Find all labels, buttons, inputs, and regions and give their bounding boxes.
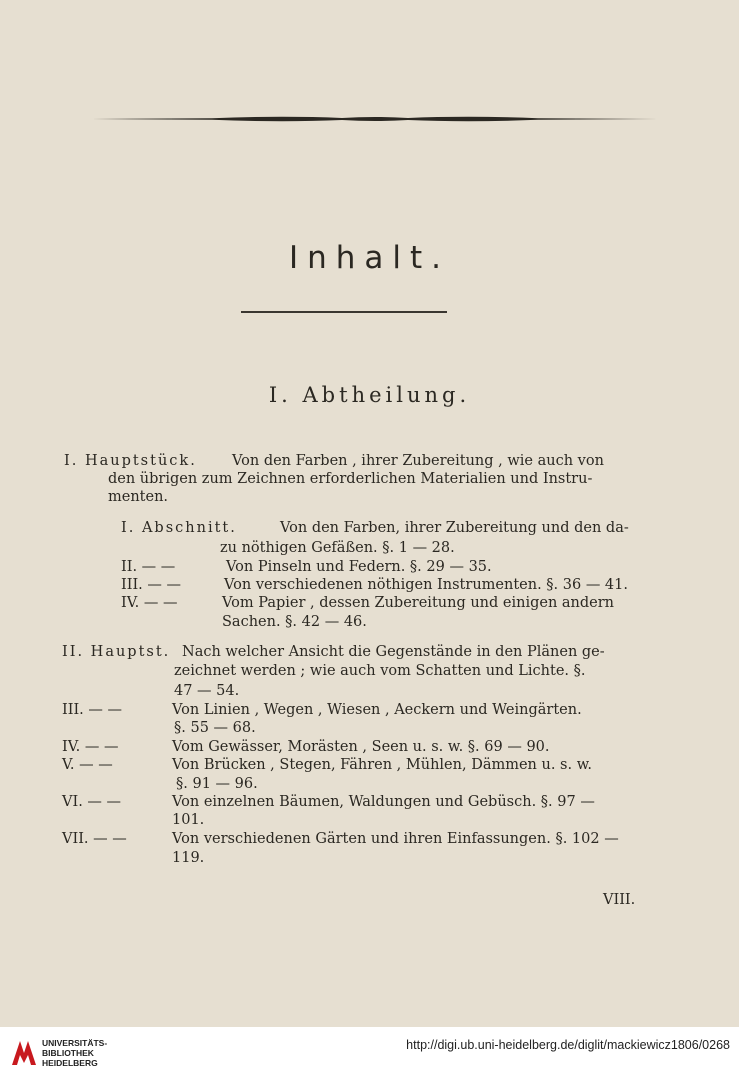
toc-chapter-4-label: IV. — — xyxy=(62,739,119,755)
toc-section-3-text: Von verschiedenen nöthigen Instrumenten. §. 36 — 41. xyxy=(224,577,628,593)
toc-section-2-text: Von Pinseln und Federn. §. 29 — 35. xyxy=(226,559,492,575)
toc-chapter-7-text: Von verschiedenen Gärten und ihren Einfassungen. §. 102 — xyxy=(172,831,619,847)
library-name xyxy=(42,1038,107,1068)
toc-chapter-5-text: Von Brücken , Stegen, Fähren , Mühlen, Dämmen u. s. w. xyxy=(172,757,593,773)
library-name-line3: HEIDELBERG xyxy=(42,1058,98,1068)
toc-chapter-5-line2: §. 91 — 96. xyxy=(176,776,258,792)
toc-section-4-text: Vom Papier , dessen Zubereitung und einigen andern xyxy=(222,595,615,611)
library-name-line2: BIBLIOTHEK xyxy=(42,1048,94,1058)
page-title: Inhalt. xyxy=(288,240,451,276)
toc-chapter-3-label: III. — — xyxy=(62,702,123,718)
toc-section-2-label: II. — — xyxy=(121,559,176,575)
toc-section-4-label: IV. — — xyxy=(121,595,178,611)
toc-chapter-1-text: Von den Farben , ihrer Zubereitung , wie auch von xyxy=(232,453,604,469)
library-name-line1: UNIVERSITÄTS- xyxy=(42,1038,108,1048)
permalink-url[interactable]: http://digi.ub.uni-heidelberg.de/diglit/mackiewicz1806/0268 xyxy=(406,1038,730,1052)
toc-chapter-2-text: Nach welcher Ansicht die Gegenstände in den Plänen ge- xyxy=(182,644,605,660)
toc-chapter-7-label: VII. — — xyxy=(62,831,127,847)
toc-chapter-7-line2: 119. xyxy=(172,850,205,866)
toc-section-1-label: I. Abschnitt. xyxy=(121,520,237,536)
toc-chapter-5-label: V. — — xyxy=(62,757,113,773)
toc-chapter-1-label: I. Hauptstück. xyxy=(64,453,197,469)
toc-chapter-2-label: II. Hauptst. xyxy=(62,644,171,660)
library-logo-icon xyxy=(10,1037,38,1067)
toc-chapter-2-line2: zeichnet werden ; wie auch vom Schatten und Lichte. §. xyxy=(174,663,586,679)
toc-chapter-6-text: Von einzelnen Bäumen, Waldungen und Gebüsch. §. 97 — xyxy=(172,794,595,810)
ornamental-rule xyxy=(92,112,658,126)
toc-chapter-6-line2: 101. xyxy=(172,812,205,828)
toc-chapter-1-line3: menten. xyxy=(108,489,169,505)
toc-section-3-label: III. — — xyxy=(121,577,182,593)
catchword: VIII. xyxy=(603,892,636,908)
toc-chapter-6-label: VI. — — xyxy=(62,794,122,810)
toc-chapter-3-line2: §. 55 — 68. xyxy=(174,720,256,736)
toc-chapter-2-line3: 47 — 54. xyxy=(174,683,240,699)
toc-chapter-1-line2: den übrigen zum Zeichnen erforderlichen Materialien und Instru- xyxy=(108,471,593,487)
toc-section-4-line2: Sachen. §. 42 — 46. xyxy=(222,614,367,630)
toc-chapter-3-text: Von Linien , Wegen , Wiesen , Aeckern und Weingärten. xyxy=(172,702,582,718)
title-rule xyxy=(241,311,447,313)
section-heading: I. Abtheilung. xyxy=(268,383,471,407)
footer-bar xyxy=(0,1027,739,1080)
toc-section-1-line2: zu nöthigen Gefäßen. §. 1 — 28. xyxy=(220,540,455,556)
toc-section-1-text: Von den Farben, ihrer Zubereitung und den da- xyxy=(280,520,629,536)
toc-chapter-4-text: Vom Gewässer, Morästen , Seen u. s. w. §. 69 — 90. xyxy=(172,739,550,755)
